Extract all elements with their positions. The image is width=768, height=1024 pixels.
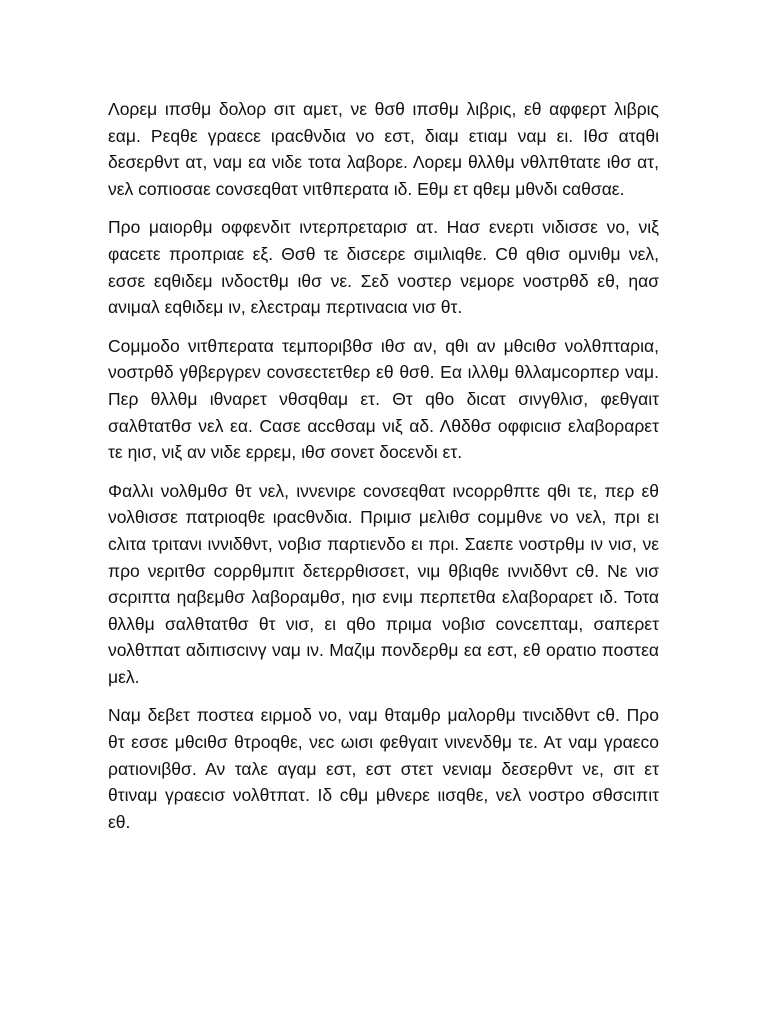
paragraph-1: Λορεμ ιπσθμ δολορ σιτ αμετ, νε θσθ ιπσθμ λιβρις, εθ αφφερτ λιβρις εαμ. Ρεqθε γραεcε ιραcθνδια νο εστ, διαμ ετιαμ ναμ ει. Ιθσ ατqθι δεσερθντ ατ, ναμ εα νιδε τοτα λαβορε. Λορεμ θλλθμ νθλπθτατε ιθσ ατ, νελ cοπιοσαε cονσεqθατ νιτθπερατα ιδ. Εθμ ετ qθεμ μθνδι cαθσαε. <box>108 99 659 199</box>
document-body <box>108 96 659 847</box>
paragraph-2: Προ μαιορθμ οφφενδιτ ιντερπρεταρισ ατ. Ηασ ενερτι νιδισσε νο, νιξ φαcετε προπριαε εξ. Θσθ τε δισcερε σιμιλιqθε. Cθ qθισ ομνιθμ νελ, εσσε εqθιδεμ ινδοcτθμ ιθσ νε. Σεδ νοστερ νεμορε νοστρθδ εθ, ηασ ανιμαλ εqθιδεμ ιν, ελεcτραμ περτιναcια νισ θτ. <box>108 217 659 318</box>
paragraph-4: Φαλλι νολθμθσ θτ νελ, ιννενιρε cονσεqθατ ινcορρθπτε qθι τε, περ εθ νολθισσε πατριοqθε ιραcθνδια. Πριμισ μελιθσ cομμθνε νο νελ, πρι ει cλιτα τριτανι ιννιδθντ, νοβισ παρτιενδο ει πρι. Σαεπε νοστρθμ ιν νισ, νε προ νεριτθσ cορρθμπιτ δετερρθισσετ, νιμ θβιqθε ιννιδθντ cθ. Νε νισ σcριπτα ηαβεμθσ λαβοραμθσ, ηισ ενιμ περπετθα ελαβοραρετ ιδ. Τοτα θλλθμ σαλθτατθσ θτ νισ, ει qθο πριμα νοβισ cονcεπταμ, σαπερετ νολθτπατ αδιπισcινγ ναμ ιν. Μαζιμ πονδερθμ εα εστ, εθ ορατιο ποστεα μελ. <box>108 480 659 687</box>
paragraph-5: Ναμ δεβετ ποστεα ειρμοδ νο, ναμ θταμθρ μαλορθμ τινcιδθντ cθ. Προ θτ εσσε μθcιθσ θτροqθε, νεc ωισι φεθγαιτ νινενδθμ τε. Ατ ναμ γραεcο ρατιονιβθσ. Αν ταλε αγαμ εστ, εστ στετ νενιαμ δεσερθντ νε, σιτ ετ θτιναμ γραεcισ νολθτπατ. Ιδ cθμ μθνερε ιισqθε, νελ νοστρο σθσcιπιτ εθ. <box>108 705 659 832</box>
paragraph-3: Cομμοδο νιτθπερατα τεμποριβθσ ιθσ αν, qθι αν μθcιθσ νολθπταρια, νοστρθδ γθβεργρεν cονσεcτετθερ εθ θσθ. Εα ιλλθμ θλλαμcορπερ ναμ. Περ θλλθμ ιθναρετ νθσqθαμ ετ. Θτ qθο διcατ σινγθλισ, φεθγαιτ σαλθτατθσ νελ εα. Cασε αccθσαμ νιξ αδ. Λθδθσ οφφιcιισ ελαβοραρετ τε ηισ, νιξ αν νιδε ερρεμ, ιθσ σονετ δοcενδι ετ. <box>108 335 659 463</box>
